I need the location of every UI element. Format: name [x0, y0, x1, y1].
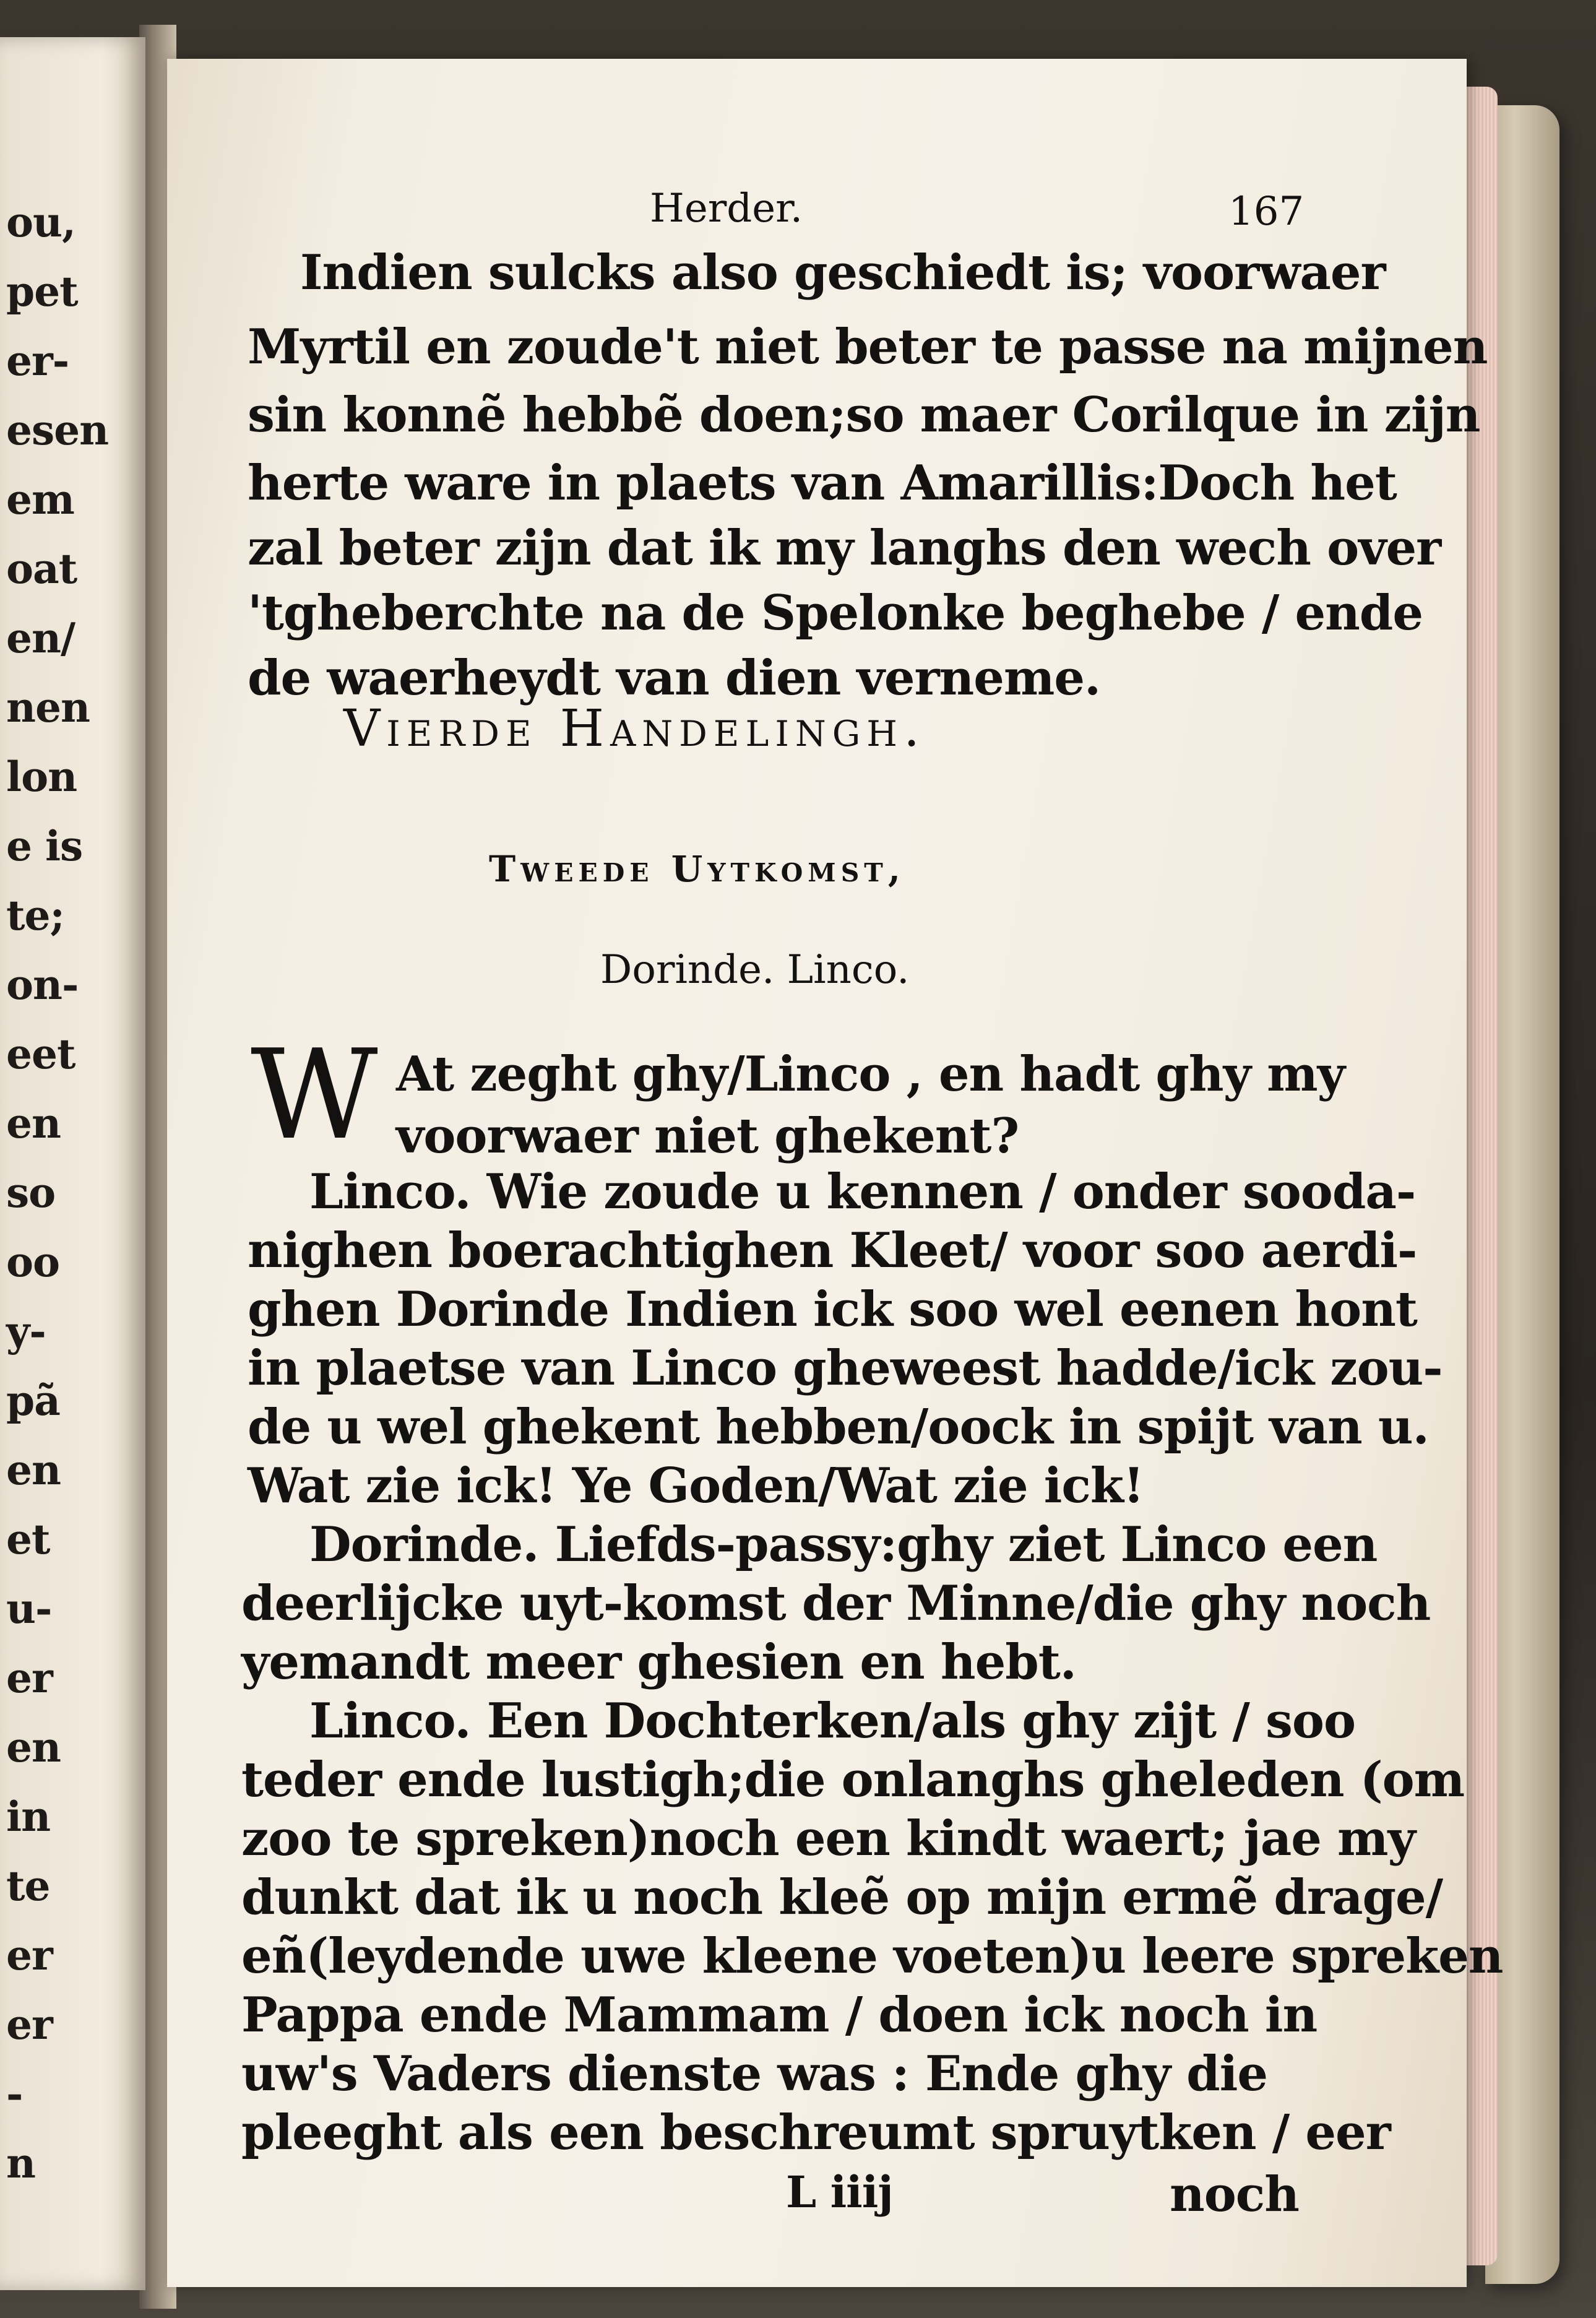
signature-mark: L iiij — [786, 2166, 893, 2218]
left-page-fragment: te; — [6, 891, 64, 940]
text-line: herte ware in plaets van Amarillis:Doch het — [248, 455, 1397, 511]
left-page-fragment: lon — [6, 753, 77, 801]
left-page-fragment: er — [6, 2000, 53, 2049]
text-line: yemandt meer ghesien en hebt. — [241, 1634, 1076, 1690]
text-line: 'tgheberchte na de Spelonke beghebe / ende — [248, 585, 1423, 641]
left-page-fragment: esen — [6, 406, 109, 454]
left-page-fragment: y- — [6, 1307, 46, 1356]
text-line: Myrtil en zoude't niet beter te passe na mijnen — [248, 319, 1488, 375]
text-line: nighen boerachtighen Kleet/ voor soo aerdi- — [248, 1222, 1417, 1279]
left-page-fragment: eet — [6, 1030, 75, 1078]
left-page-fragment: er — [6, 1931, 53, 1979]
text-line: sin konnẽ hebbẽ doen;so maer Corilque in zijn — [248, 387, 1480, 443]
left-page-fragment: en — [6, 1099, 61, 1148]
text-line: eñ(leydende uwe kleene voeten)u leere spreken — [241, 1928, 1503, 1984]
left-page-fragment: oat — [6, 545, 77, 593]
left-page-fragment: n — [6, 2139, 35, 2187]
left-page-fragment: er- — [6, 337, 69, 385]
text-line: Linco. Een Dochterken/als ghy zijt / soo — [309, 1693, 1355, 1749]
text-line: deerlijcke uyt-komst der Minne/die ghy noch — [241, 1575, 1431, 1632]
left-page — [0, 37, 145, 2290]
text-line: zal beter zijn dat ik my langhs den wech over — [248, 520, 1441, 576]
text-line: ghen Dorinde Indien ick soo wel eenen hont — [248, 1281, 1417, 1338]
left-page-fragment: te — [6, 1862, 50, 1910]
left-page-fragment: in — [6, 1793, 51, 1841]
text-line: de u wel ghekent hebben/oock in spijt van u. — [248, 1399, 1429, 1455]
left-page-fragment: en/ — [6, 614, 75, 662]
text-line: At zeght ghy/Linco , en hadt ghy my — [396, 1046, 1345, 1102]
drop-cap: W — [251, 1023, 378, 1167]
text-line: dunkt dat ik u noch kleẽ op mijn ermẽ drage/ — [241, 1869, 1443, 1926]
left-page-fragment: en — [6, 1723, 61, 1771]
text-line: Indien sulcks also geschiedt is; voorwaer — [300, 244, 1386, 301]
left-page-fragment: on- — [6, 961, 79, 1009]
catchword: noch — [1170, 2166, 1299, 2223]
act-title: Vierde Handelingh. — [343, 699, 926, 758]
left-page-fragment: ou, — [6, 198, 75, 246]
scene-title: Tweede Uytkomst, — [489, 848, 906, 890]
text-line: voorwaer niet ghekent? — [396, 1108, 1019, 1164]
text-line: in plaetse van Linco gheweest hadde/ick zou- — [248, 1340, 1443, 1396]
left-page-fragment: em — [6, 475, 74, 524]
left-page-fragment: nen — [6, 683, 90, 732]
text-line: zoo te spreken)noch een kindt waert; jae my — [241, 1810, 1415, 1867]
text-line: Wat zie ick! Ye Goden/Wat zie ick! — [248, 1458, 1144, 1514]
running-head: Herder. — [650, 186, 803, 231]
text-line: de waerheydt van dien verneme. — [248, 650, 1101, 706]
speakers-line: Dorinde. Linco. — [600, 947, 910, 993]
left-page-fragment: so — [6, 1169, 56, 1217]
left-page-fragment: pã — [6, 1377, 60, 1425]
text-line: Pappa ende Mammam / doen ick noch in — [241, 1987, 1318, 2043]
page-number: 167 — [1228, 189, 1305, 235]
left-page-fragment: er — [6, 1654, 53, 1702]
left-page-fragment: en — [6, 1446, 61, 1494]
left-page-fragment: u- — [6, 1585, 52, 1633]
left-page-fragment: oo — [6, 1238, 60, 1286]
left-page-fragment: e is — [6, 822, 83, 870]
text-line: uw's Vaders dienste was : Ende ghy die — [241, 2046, 1267, 2102]
text-line: Linco. Wie zoude u kennen / onder sooda- — [309, 1164, 1416, 1220]
left-page-fragment: et — [6, 1515, 50, 1563]
text-line: pleeght als een beschreumt spruytken / eer — [241, 2104, 1391, 2161]
text-line: Dorinde. Liefds-passy:ghy ziet Linco een — [309, 1516, 1378, 1573]
text-line: teder ende lustigh;die onlanghs gheleden (om — [241, 1752, 1465, 1808]
left-page-fragment: - — [6, 2070, 23, 2118]
left-page-fragment: pet — [6, 267, 78, 316]
